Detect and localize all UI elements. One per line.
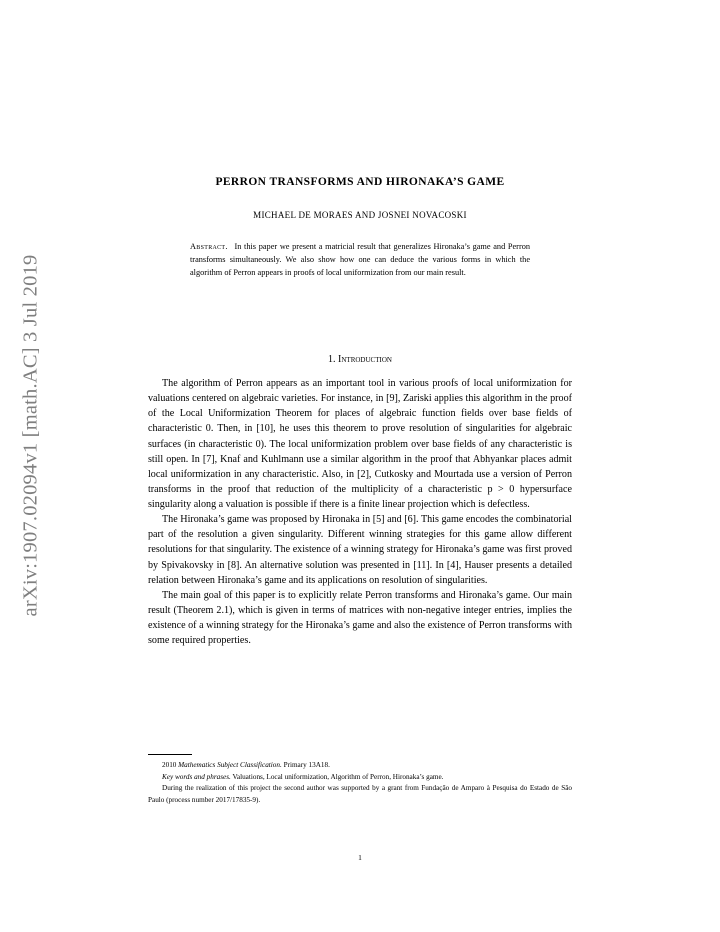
paragraph: The main goal of this paper is to explicitly relate Perron transforms and Hironaka’s game. Our main result (Theorem 2.1), which is given in terms of matrices with non-negative integer entries, implies the existence of a winning strategy for the Hironaka’s game and also the existence of Perron transforms with some required properties.: [148, 589, 572, 647]
keywords-label: Key words and phrases.: [162, 772, 231, 781]
abstract: [190, 240, 530, 279]
abstract-text: In this paper we present a matricial result that generalizes Hironaka’s game and Perron transforms simultaneously. We also show how one can deduce the various forms in which the algorithm of Perron appears in proofs of local uniformization from our main result.: [190, 242, 531, 277]
section-heading: [0, 354, 720, 365]
footnote-keywords: [148, 772, 572, 784]
paragraph: The Hironaka’s game was proposed by Hironaka in [5] and [6]. This game encodes the combinatorial part of the resolution a given singularity. Different winning strategies for this game allow different resolutions for that singularity. The existence of a winning strategy for Hironaka’s game was first proved by Spivakovsky in [8]. An alternative solution was presented in [11]. In [4], Hauser presents a detailed relation between Hironaka’s game and its applications on resolution of singularities.: [148, 514, 572, 586]
page-number: 1: [358, 853, 362, 862]
section-title: Introduction: [338, 354, 392, 365]
keywords-value: Valuations, Local uniformization, Algorithm of Perron, Hironaka’s game.: [232, 772, 444, 781]
footnotes: [148, 760, 572, 806]
introduction-body: [148, 376, 572, 648]
arxiv-identifier: arXiv:1907.02094v1 [math.AC] 3 Jul 2019: [19, 254, 42, 616]
paragraph: The algorithm of Perron appears as an important tool in various proofs of local uniformization for valuations centered on algebraic varieties. For instance, in [9], Zariski applies this algorithm in the proof of the Local Uniformization Theorem for places of algebraic function fields over base fields of characteristic 0. Then, in [10], he uses this theorem to prove resolution of singularities for algebraic surfaces (in characteristic 0). The local uniformization problem over base fields of any characteristic is still open. In [7], Knaf and Kuhlmann use a similar algorithm in the proof that Abhyankar places admit local uniformization in any characteristic. Also, in [2], Cutkosky and Mourtada use a version of Perron transforms in the proof that reduction of the multiplicity of a characteristic p > 0 hypersurface singularity along a valuation is possible if there is a finite linear projection which is defectless.: [148, 378, 572, 510]
paper-title: PERRON TRANSFORMS AND HIRONAKA’S GAME: [215, 176, 505, 188]
arxiv-stamp: [18, 225, 44, 645]
abstract-heading: Abstract.: [190, 242, 228, 251]
footnote-grant: During the realization of this project the second author was supported by a grant from Fundação de Amparo à Pesquisa do Estado de São Paulo (process number 2017/17835-9).: [148, 784, 572, 804]
section-number: 1.: [328, 354, 336, 365]
paper-authors: MICHAEL DE MORAES AND JOSNEI NOVACOSKI: [253, 210, 467, 220]
footnote-rule: [148, 754, 192, 755]
msc-value: Primary 13A18.: [283, 761, 330, 769]
msc-year: 2010: [162, 761, 177, 769]
msc-label: Mathematics Subject Classification.: [178, 761, 282, 769]
footnote-msc: [148, 760, 572, 772]
